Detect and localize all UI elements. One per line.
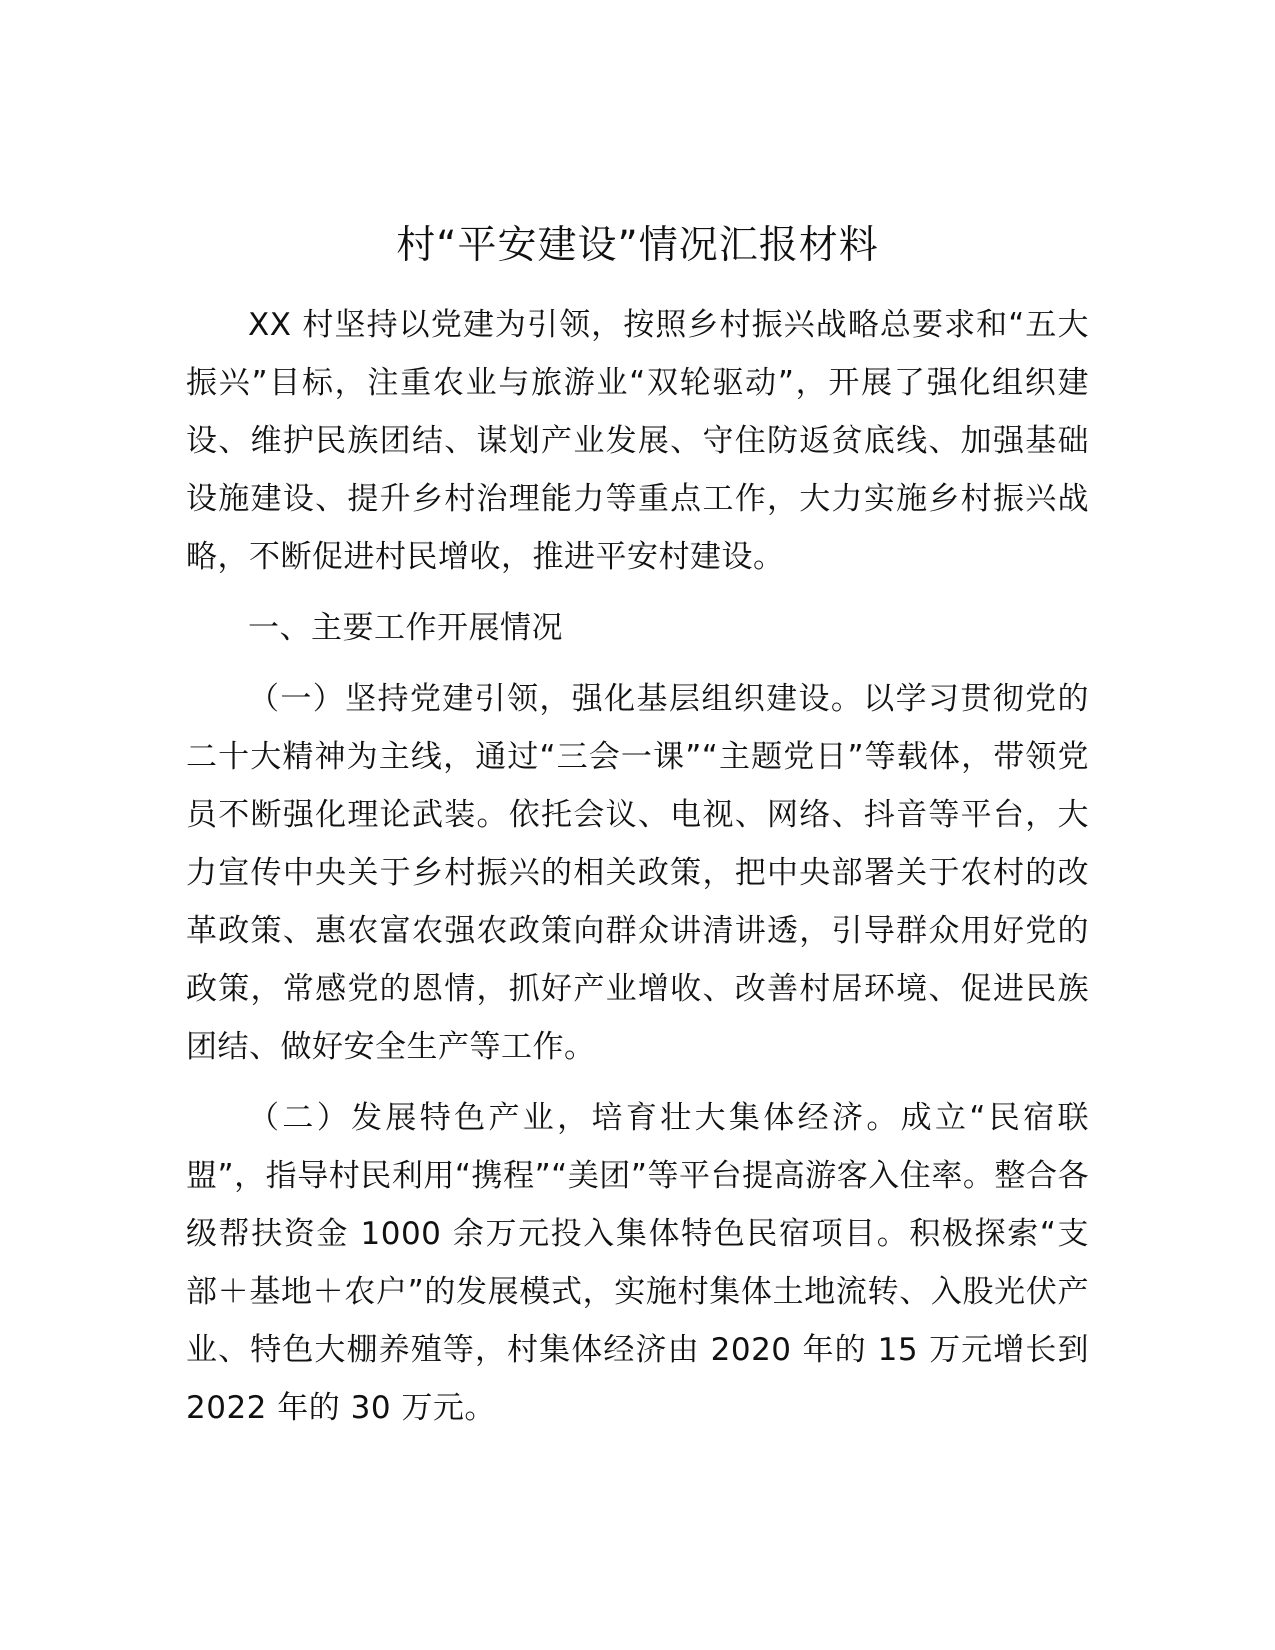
body-paragraph-1: （一）坚持党建引领，强化基层组织建设。以学习贯彻党的二十大精神为主线，通过“三会一课”“主题党日”等载体，带领党员不断强化理论武装。依托会议、电视、网络、抖音等平台，大力宣传中央关于乡村振兴的相关政策，把中央部署关于农村的改革政策、惠农富农强农政策向群众讲清讲透，引导群众用好党的政策，常感党的恩情，抓好产业增收、改善村居环境、促进民族团结、做好安全生产等工作。 (186, 681, 1089, 1065)
body-paragraph-2: （二）发展特色产业，培育壮大集体经济。成立“民宿联盟”，指导村民利用“携程”“美团”等平台提高游客入住率。整合各级帮扶资金 1000 余万元投入集体特色民宿项目。积极探索“支部＋基地＋农户”的发展模式，实施村集体土地流转、入股光伏产业、特色大棚养殖等，村集体经济由 2020 年的 15 万元增长到 2022 年的 30 万元。 (186, 1100, 1089, 1426)
document-title: 村“平安建设”情况汇报材料 (396, 223, 879, 268)
document-body (186, 296, 1089, 1450)
intro-paragraph: XX 村坚持以党建为引领，按照乡村振兴战略总要求和“五大振兴”目标，注重农业与旅游业“双轮驱动”，开展了强化组织建设、维护民族团结、谋划产业发展、守住防返贫底线、加强基础设施建设、提升乡村治理能力等重点工作，大力实施乡村振兴战略，不断促进村民增收，推进平安村建设。 (186, 307, 1089, 575)
section-heading: 一、主要工作开展情况 (248, 610, 563, 646)
